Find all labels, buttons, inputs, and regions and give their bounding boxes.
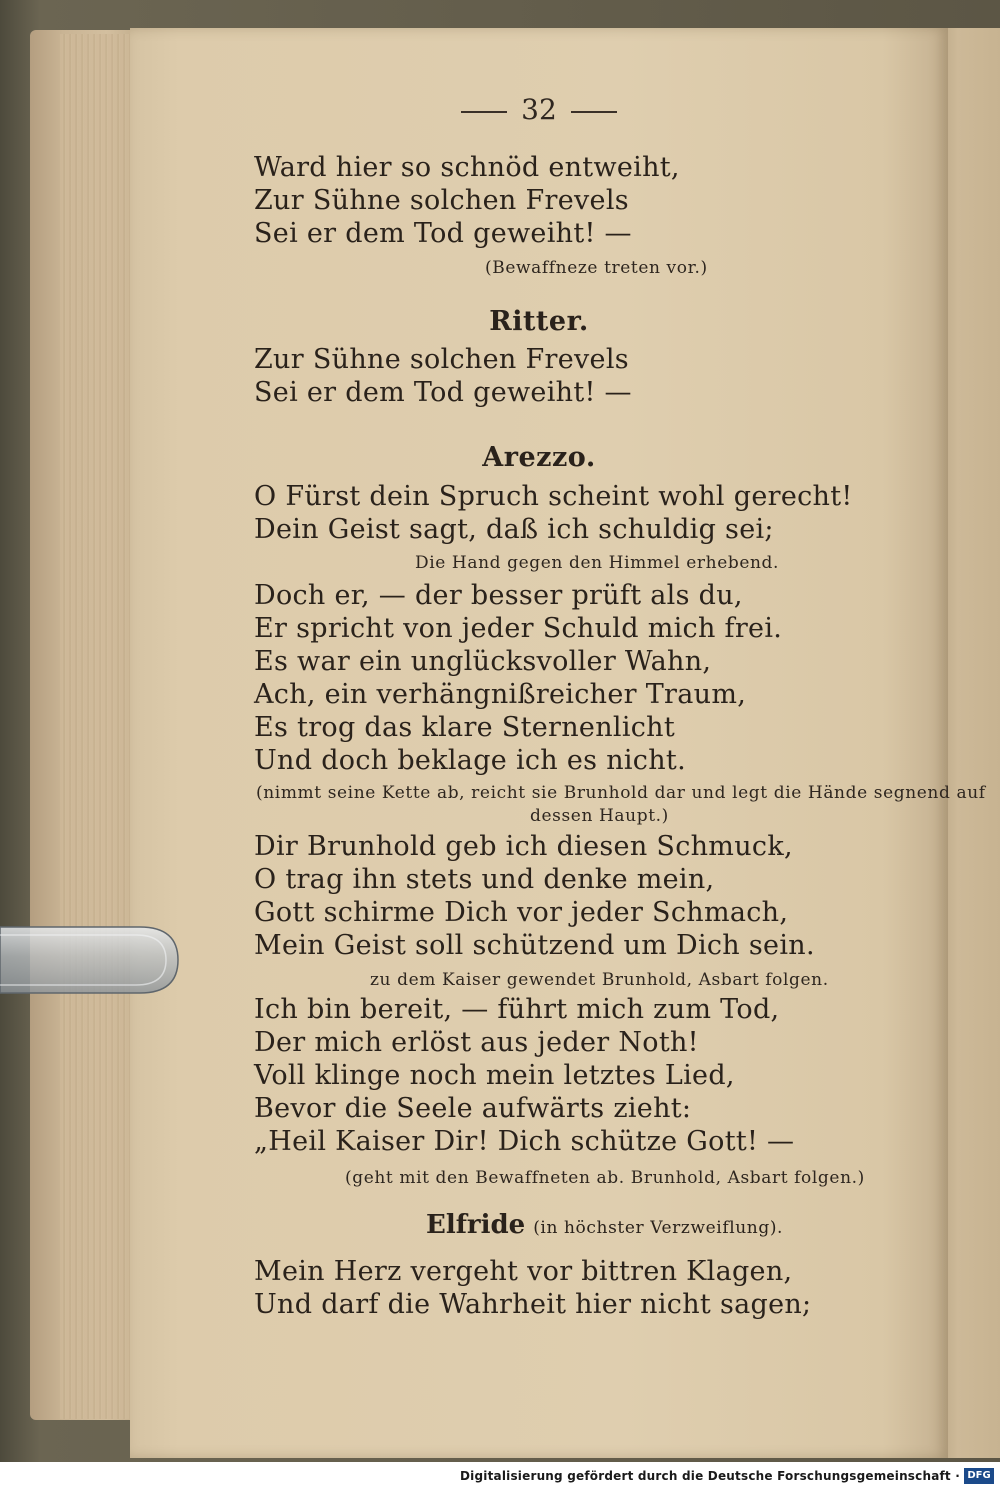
verse-line: „Heil Kaiser Dir! Dich schütze Gott! — bbox=[254, 1126, 795, 1157]
verse-line: Sei er dem Tod geweiht! — bbox=[254, 377, 632, 408]
book-page bbox=[130, 28, 986, 1458]
verse-line: Er spricht von jeder Schuld mich frei. bbox=[254, 613, 783, 644]
stage-direction: zu dem Kaiser gewendet Brunhold, Asbart folgen. bbox=[370, 970, 829, 990]
page-holder-clip-icon bbox=[0, 921, 180, 999]
verse-line: O trag ihn stets und denke mein, bbox=[254, 864, 715, 895]
verse-line: Mein Geist soll schützend um Dich sein. bbox=[254, 930, 815, 961]
verse-line: Und doch beklage ich es nicht. bbox=[254, 745, 686, 776]
verse-line: Dir Brunhold geb ich diesen Schmuck, bbox=[254, 831, 793, 862]
verse-line: Es war ein unglücksvoller Wahn, bbox=[254, 646, 712, 677]
verse-line: Bevor die Seele aufwärts zieht: bbox=[254, 1093, 692, 1124]
page-number: 32 bbox=[130, 93, 948, 126]
verse-line: Sei er dem Tod geweiht! — bbox=[254, 218, 632, 249]
stage-direction: (in höchster Verzweiflung). bbox=[533, 1218, 784, 1238]
verse-line: Zur Sühne solchen Frevels bbox=[254, 185, 629, 216]
verse-line: Mein Herz vergeht vor bittren Klagen, bbox=[254, 1256, 793, 1287]
speaker-name: Arezzo. bbox=[482, 442, 596, 473]
dfg-logo-icon: DFG bbox=[964, 1468, 994, 1484]
verse-line: Zur Sühne solchen Frevels bbox=[254, 344, 629, 375]
footer-bar bbox=[0, 1462, 1000, 1492]
verse-line: Es trog das klare Sternenlicht bbox=[254, 712, 676, 743]
stage-direction: Die Hand gegen den Himmel erhebend. bbox=[415, 553, 780, 573]
verse-line: Gott schirme Dich vor jeder Schmach, bbox=[254, 897, 789, 928]
stage-direction: dessen Haupt.) bbox=[530, 806, 669, 826]
page-content bbox=[130, 28, 986, 1458]
verse-line: Doch er, — der besser prüft als du, bbox=[254, 580, 743, 611]
stage-direction: (geht mit den Bewaffneten ab. Brunhold, Asbart folgen.) bbox=[345, 1168, 865, 1188]
stage-direction: (Bewaffneze treten vor.) bbox=[485, 258, 708, 278]
verse-line: Ach, ein verhängnißreicher Traum, bbox=[254, 679, 747, 710]
verse-line: Dein Geist sagt, daß ich schuldig sei; bbox=[254, 514, 774, 545]
stage-direction: (nimmt seine Kette ab, reicht sie Brunhold dar und legt die Hände segnend auf bbox=[256, 783, 986, 803]
speaker-name: Ritter. bbox=[489, 306, 589, 337]
verse-line: Voll klinge noch mein letztes Lied, bbox=[254, 1060, 735, 1091]
verse-line: Ward hier so schnöd entweiht, bbox=[254, 152, 680, 183]
verse-line: O Fürst dein Spruch scheint wohl gerecht! bbox=[254, 481, 853, 512]
speaker-name: Elfride (in höchster Verzweiflung). bbox=[426, 1210, 784, 1240]
footer-credit: Digitalisierung gefördert durch die Deutsche Forschungsgemeinschaft · bbox=[460, 1469, 960, 1483]
verse-line: Der mich erlöst aus jeder Noth! bbox=[254, 1027, 699, 1058]
page-edges bbox=[60, 34, 140, 1419]
verse-line: Ich bin bereit, — führt mich zum Tod, bbox=[254, 994, 780, 1025]
verse-line: Und darf die Wahrheit hier nicht sagen; bbox=[254, 1289, 812, 1320]
